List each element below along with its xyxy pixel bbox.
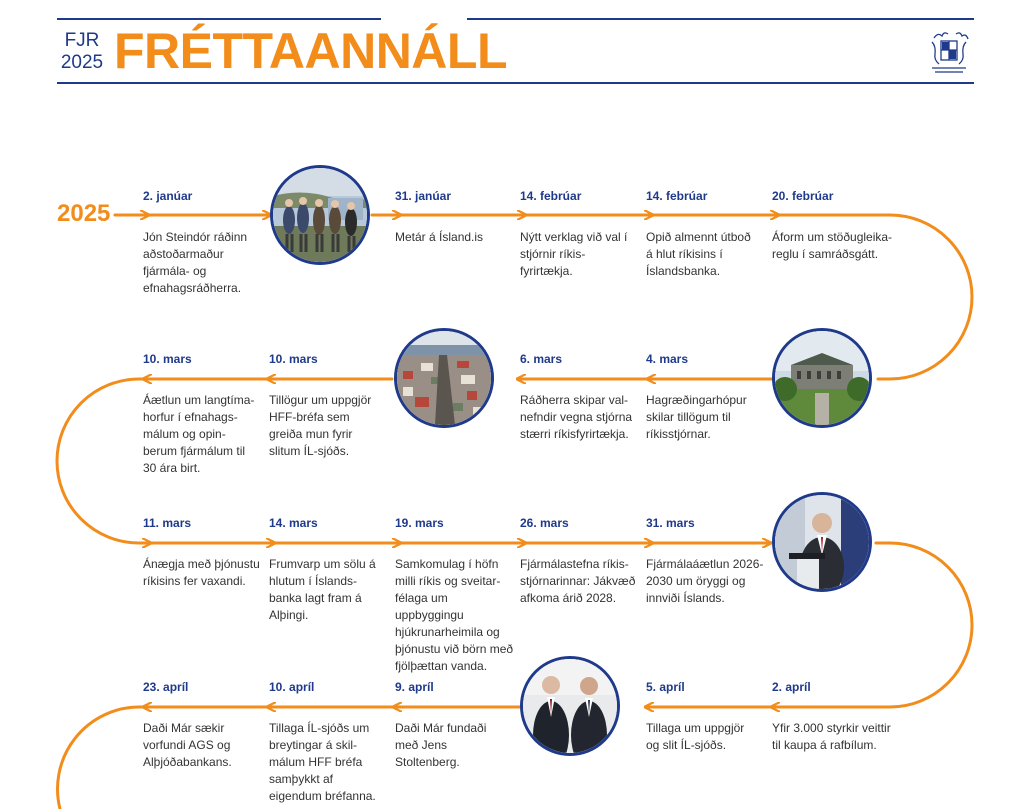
- event-text: Nýtt verklag við val í stjórnir ríkis- fyrirtækja.: [520, 230, 628, 278]
- event-date: 6. mars: [520, 352, 563, 366]
- page-title: FRÉTTAANNÁLL: [114, 23, 507, 79]
- event-date: 2. janúar: [143, 189, 193, 203]
- event-item: [269, 679, 389, 805]
- event-text: Samkomulag í höfn milli ríkis og sveitar- félaga um uppbyggingu hjúkrunarheimila og þjónustu við börn með fjölþættan vanda.: [395, 557, 514, 673]
- event-text: Frumvarp um sölu á hlutum í Íslands- banka lagt fram á Alþingi.: [269, 557, 376, 622]
- event-item: [772, 679, 897, 754]
- event-date: 14. mars: [269, 516, 318, 530]
- event-date: 19. mars: [395, 516, 444, 530]
- event-item: [143, 188, 265, 297]
- event-text: Ráðherra skipar val- nefndir vegna stjórna stærri ríkisfyrirtækja.: [520, 393, 633, 441]
- event-item: [395, 679, 513, 771]
- event-date: 11. mars: [143, 516, 192, 530]
- event-item: [646, 679, 758, 754]
- event-text: Áform um stöðugleika- reglu í samráðsgátt.: [772, 230, 893, 261]
- event-date: 31. mars: [646, 516, 695, 530]
- event-date: 23. apríl: [143, 680, 189, 694]
- event-date: 2. apríl: [772, 680, 811, 694]
- event-item: [520, 188, 635, 280]
- event-text: Opið almennt útboð á hlut ríkisins í Íslandsbanka.: [646, 230, 751, 278]
- event-text: Tillögur um uppgjör HFF-bréfa sem greiða mun fyrir slitum ÍL-sjóðs.: [269, 393, 372, 458]
- event-date: 26. mars: [520, 516, 569, 530]
- event-item: [395, 515, 519, 675]
- event-date: 14. febrúar: [520, 189, 582, 203]
- event-item: [520, 351, 640, 443]
- event-text: Daði Már fundaði með Jens Stoltenberg.: [395, 721, 487, 769]
- event-item: [143, 679, 253, 771]
- event-item: [646, 188, 758, 280]
- event-date: 10. apríl: [269, 680, 315, 694]
- event-date: 5. apríl: [646, 680, 685, 694]
- event-item: [395, 188, 517, 246]
- event-date: 10. mars: [143, 352, 192, 366]
- event-item: [269, 515, 377, 624]
- photo-people-walking: [270, 165, 370, 265]
- event-item: [269, 351, 384, 460]
- event-item: [143, 515, 263, 590]
- event-text: Fjármálastefna ríkis- stjórnarinnar: Jákvæð afkoma árið 2028.: [520, 557, 636, 605]
- track-curve: [57, 379, 150, 543]
- event-text: Metár á Ísland.is: [395, 230, 484, 244]
- event-date: 10. mars: [269, 352, 318, 366]
- event-item: [143, 351, 255, 477]
- event-date: 20. febrúar: [772, 189, 834, 203]
- event-date: 4. mars: [646, 352, 689, 366]
- event-text: Daði Már sækir vorfundi AGS og Alþjóðabankans.: [143, 721, 232, 769]
- event-item: [646, 515, 764, 607]
- event-item: [520, 515, 638, 607]
- event-text: Yfir 3.000 styrkir veittir til kaupa á rafbílum.: [772, 721, 891, 752]
- photo-speaker-podium: [772, 492, 872, 592]
- photo-government-building: [772, 328, 872, 428]
- event-date: 31. janúar: [395, 189, 452, 203]
- event-text: Tillaga um uppgjör og slit ÍL-sjóðs.: [646, 721, 745, 752]
- timeline-year-label: 2025: [57, 200, 111, 227]
- track-curve: [58, 707, 144, 809]
- event-text: Ánægja með þjónustu ríkisins fer vaxandi.: [143, 557, 260, 588]
- event-text: Fjármálaáætlun 2026-2030 um öryggi og innviði Íslands.: [646, 557, 764, 605]
- fjr-text: FJR: [64, 30, 100, 51]
- event-text: Hagræðingarhópur skilar tillögum til ríkisstjórnar.: [646, 393, 747, 441]
- event-item: [772, 188, 897, 263]
- event-text: Áætlun um langtíma- horfur í efnahags- málum og opin- berum fjármálum til 30 ára birt.: [143, 393, 255, 475]
- event-text: Jón Steindór ráðinn aðstoðarmaður fjármála- og efnahagsráðherra.: [143, 230, 248, 295]
- event-item: [646, 351, 764, 443]
- photo-reykjavik-aerial: [394, 328, 494, 428]
- event-text: Tillaga ÍL-sjóðs um breytingar á skil- málum HFF bréfa samþykkt af eigendum bréfanna.: [269, 721, 376, 803]
- event-date: 14. febrúar: [646, 189, 708, 203]
- event-date: 9. apríl: [395, 680, 434, 694]
- fjr-year: 2025: [60, 52, 104, 73]
- photo-meeting-stoltenberg: [520, 656, 620, 756]
